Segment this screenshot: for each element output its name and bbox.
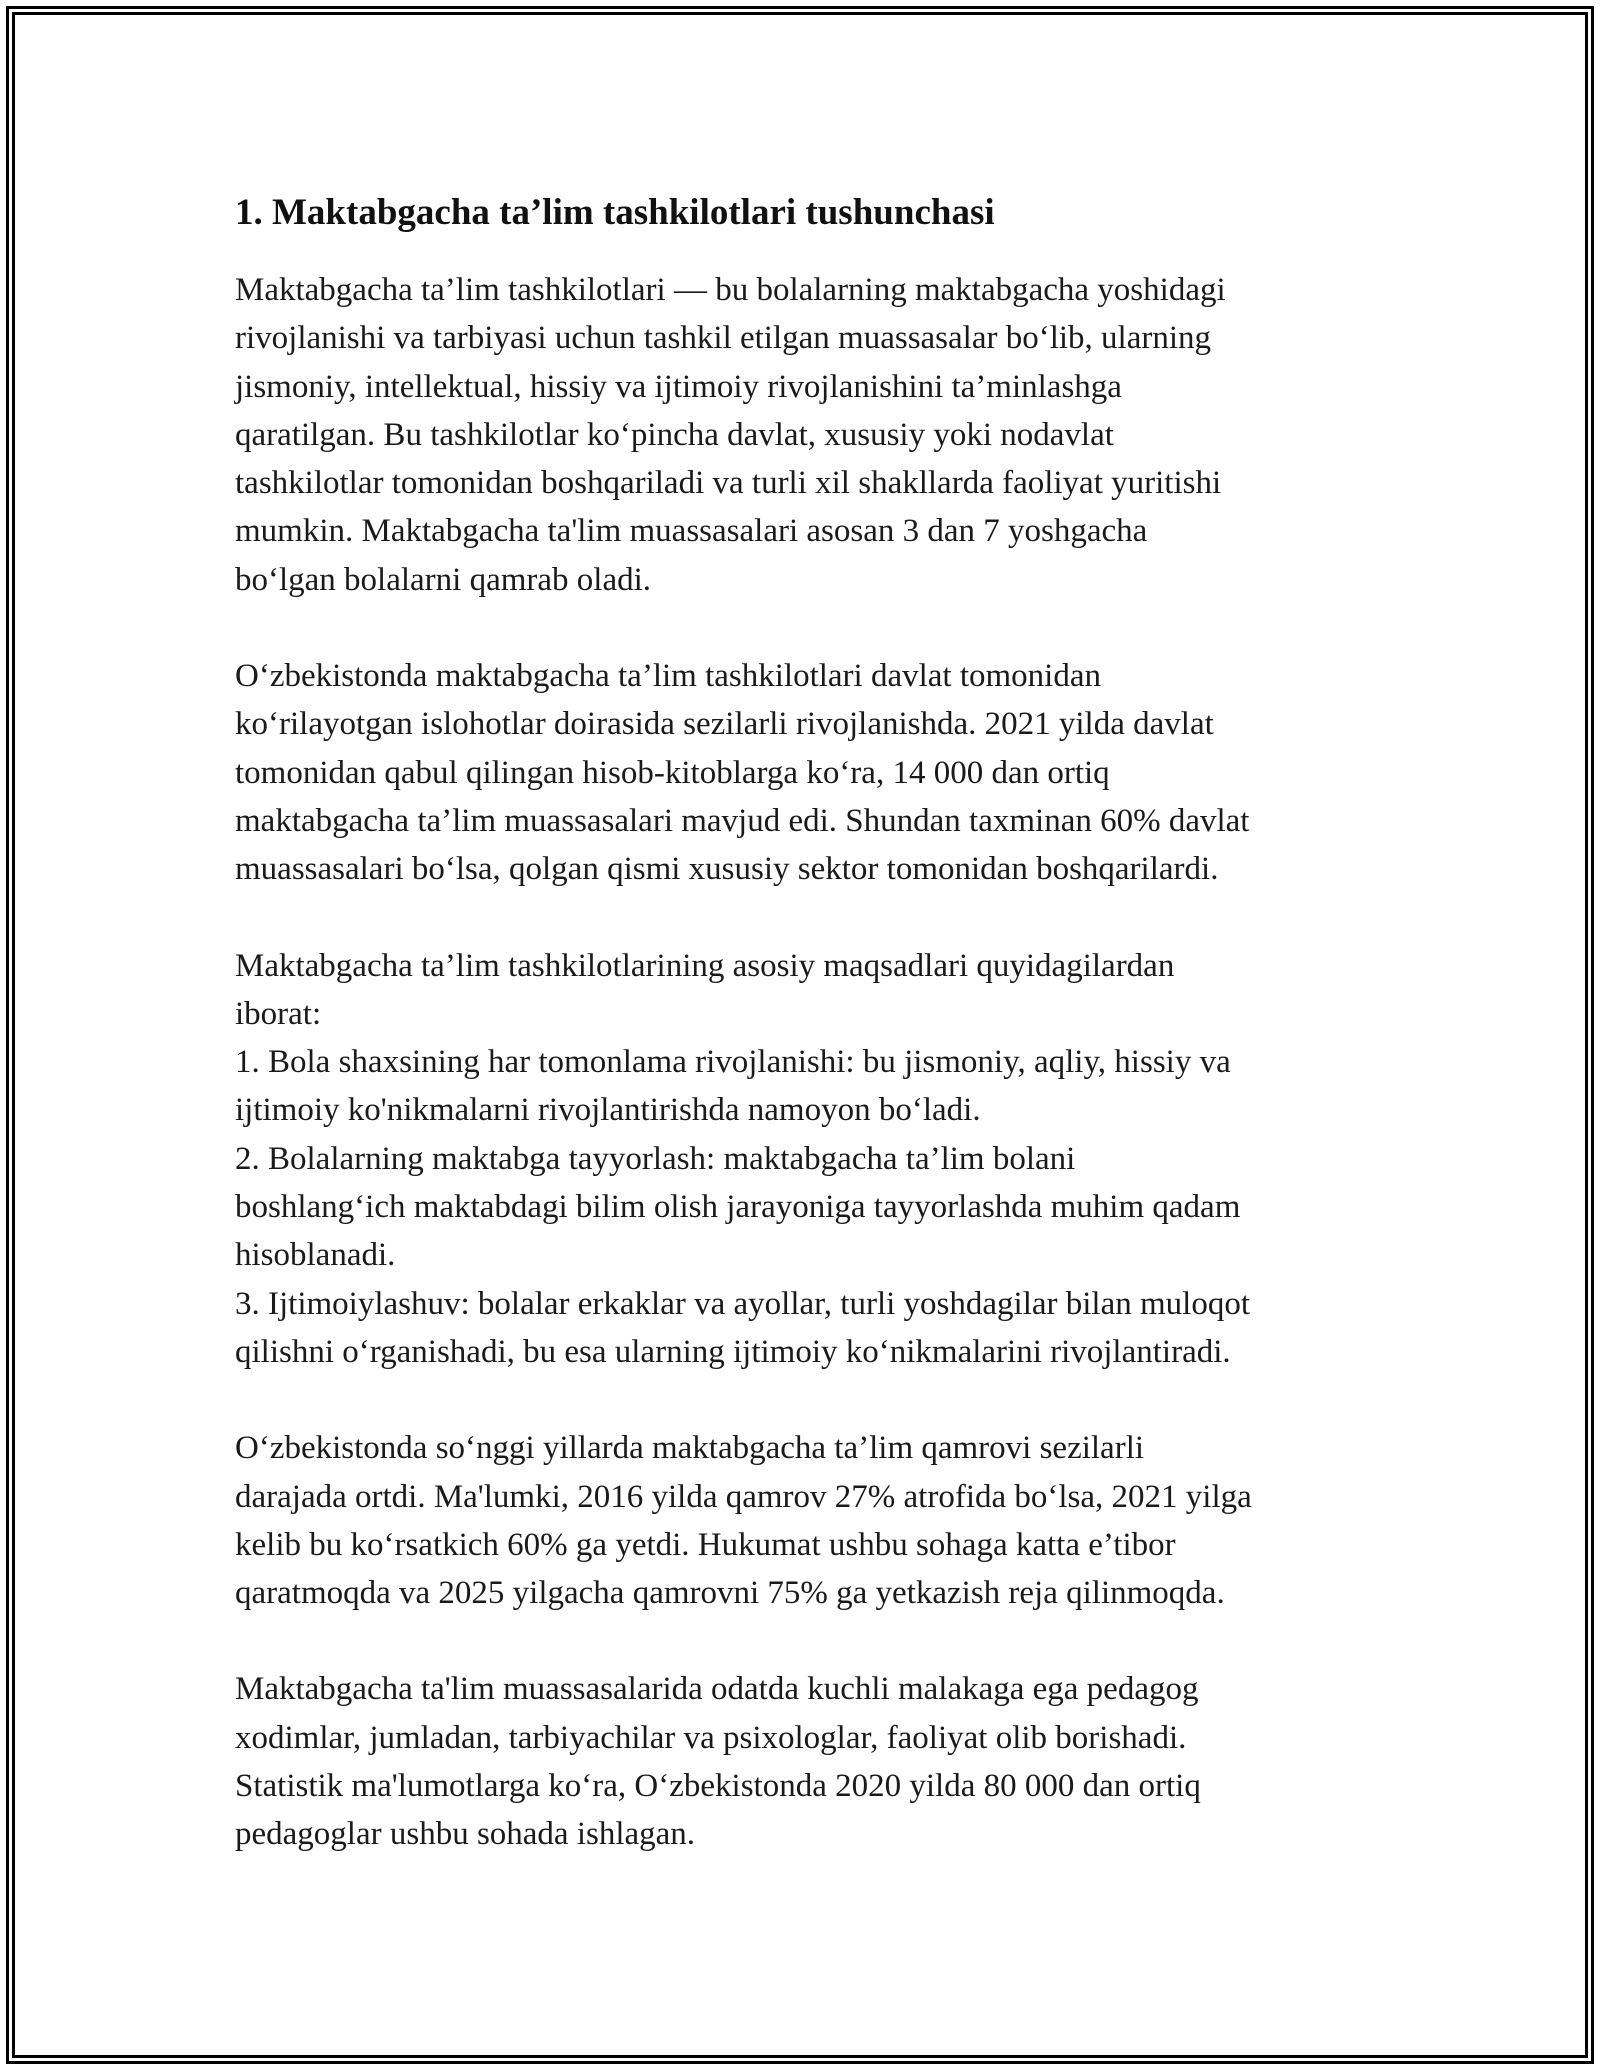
text-line: darajada ortdi. Ma'lumki, 2016 yilda qamrov 27% atrofida bo‘lsa, 2021 yilga (235, 1478, 1252, 1515)
text-line: maktabgacha ta’lim muassasalari mavjud edi. Shundan taxminan 60% davlat (235, 802, 1250, 839)
list-item-line: 1. Bola shaxsining har tomonlama rivojlanishi: bu jismoniy, aqliy, hissiy va (235, 1044, 1231, 1081)
paragraph-uzbekistan-reforms (235, 652, 1375, 893)
text-line: pedagoglar ushbu sohada ishlagan. (235, 1816, 696, 1853)
list-item-line: 3. Ijtimoiylashuv: bolalar erkaklar va ayollar, turli yoshdagilar bilan muloqot (235, 1285, 1251, 1322)
paragraph-goals (235, 942, 1375, 1377)
text-line: rivojlanishi va tarbiyasi uchun tashkil etilgan muassasalar bo‘lib, ularning (235, 320, 1212, 357)
text-line: Statistik ma'lumotlarga ko‘ra, O‘zbekistonda 2020 yilda 80 000 dan ortiq (235, 1768, 1201, 1805)
list-item-line: ijtimoiy ko'nikmalarni rivojlantirishda namoyon bo‘ladi. (235, 1092, 981, 1129)
text-line: Maktabgacha ta'lim muassasalarida odatda kuchli malakaga ega pedagog (235, 1671, 1199, 1708)
text-line: bo‘lgan bolalarni qamrab oladi. (235, 561, 652, 598)
text-line: iborat: (235, 995, 322, 1032)
text-line: xodimlar, jumladan, tarbiyachilar va psixologlar, faoliyat olib borishadi. (235, 1719, 1187, 1756)
text-line: ko‘rilayotgan islohotlar doirasida sezilarli rivojlanishda. 2021 yilda davlat (235, 706, 1214, 743)
text-line: qaratilgan. Bu tashkilotlar ko‘pincha davlat, xususiy yoki nodavlat (235, 416, 1114, 453)
text-line: tomonidan qabul qilingan hisob-kitoblarga ko‘ra, 14 000 dan ortiq (235, 754, 1110, 791)
text-line: O‘zbekistonda maktabgacha ta’lim tashkilotlari davlat tomonidan (235, 658, 1101, 695)
paragraph-definition (235, 266, 1375, 604)
list-item-line: hisoblanadi. (235, 1237, 396, 1274)
list-item-line: qilishni o‘rganishadi, bu esa ularning ijtimoiy ko‘nikmalarini rivojlantiradi. (235, 1333, 1231, 1370)
text-line: O‘zbekistonda so‘nggi yillarda maktabgacha ta’lim qamrovi sezilarli (235, 1430, 1145, 1467)
list-item-line: boshlang‘ich maktabdagi bilim olish jarayoniga tayyorlashda muhim qadam (235, 1189, 1241, 1226)
section-heading: 1. Maktabgacha ta’lim tashkilotlari tushunchasi (235, 192, 995, 233)
text-line: tashkilotlar tomonidan boshqariladi va turli xil shakllarda faoliyat yuritishi (235, 465, 1222, 502)
text-line: qaratmoqda va 2025 yilgacha qamrovni 75% ga yetkazish reja qilinmoqda. (235, 1575, 1225, 1612)
paragraph-coverage (235, 1424, 1375, 1617)
text-line: mumkin. Maktabgacha ta'lim muassasalari asosan 3 dan 7 yoshgacha (235, 513, 1148, 550)
paragraph-staff (235, 1665, 1375, 1858)
text-line: kelib bu ko‘rsatkich 60% ga yetdi. Hukumat ushbu sohaga katta e’tibor (235, 1526, 1176, 1563)
text-line: Maktabgacha ta’lim tashkilotlarining asosiy maqsadlari quyidagilardan (235, 947, 1175, 984)
list-item-line: 2. Bolalarning maktabga tayyorlash: maktabgacha ta’lim bolani (235, 1140, 1076, 1177)
document-body (235, 186, 1375, 1907)
text-line: Maktabgacha ta’lim tashkilotlari — bu bolalarning maktabgacha yoshidagi (235, 272, 1226, 308)
text-line: muassasalari bo‘lsa, qolgan qismi xususiy sektor tomonidan boshqarilardi. (235, 851, 1219, 888)
text-line: jismoniy, intellektual, hissiy va ijtimoiy rivojlanishini ta’minlashga (235, 368, 1122, 405)
